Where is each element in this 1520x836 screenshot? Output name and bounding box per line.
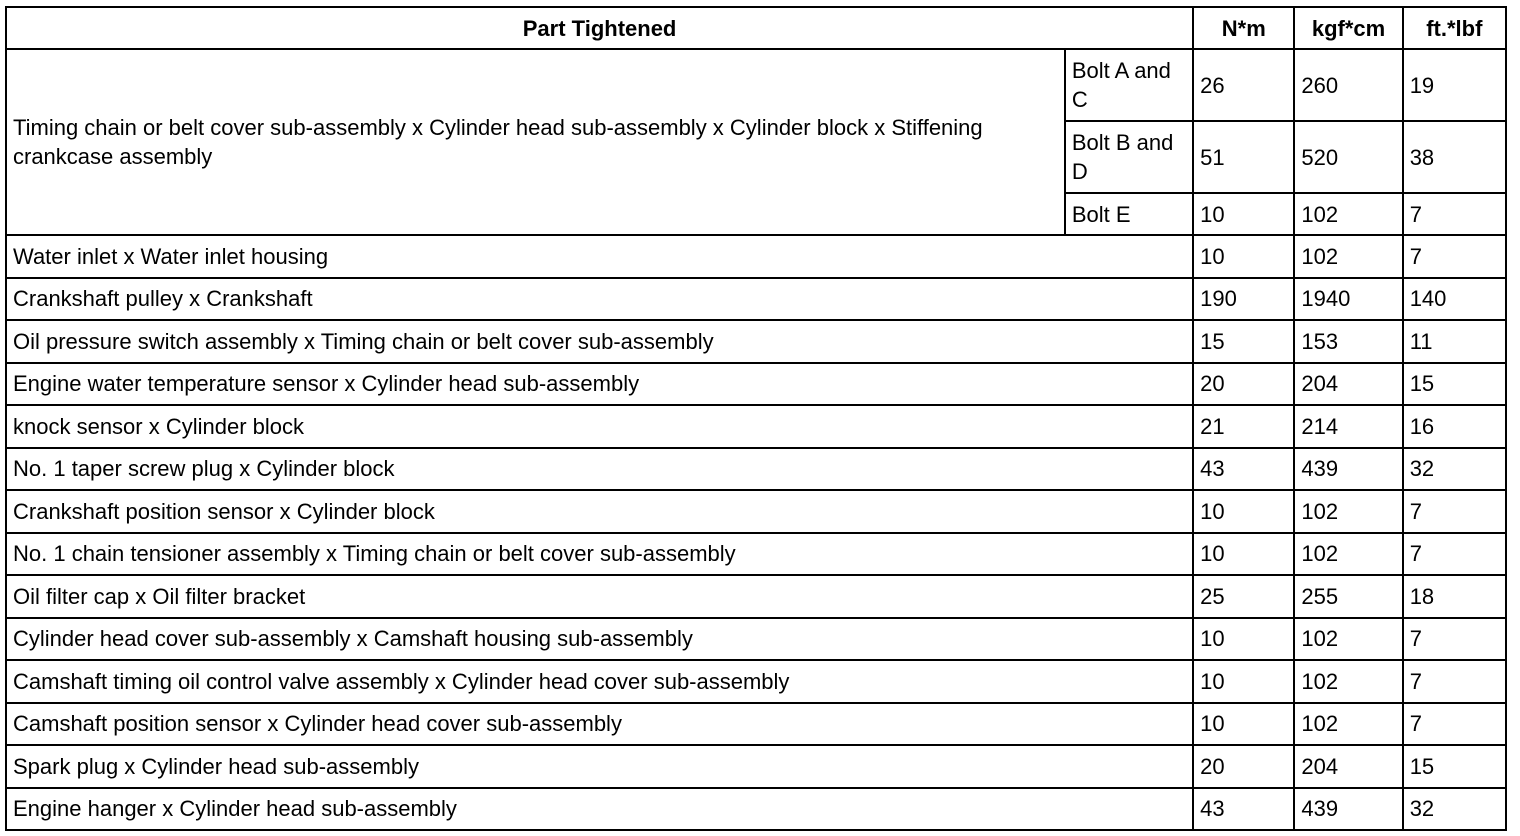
header-part-tightened: Part Tightened (6, 7, 1193, 49)
kgf-cell: 102 (1294, 618, 1402, 661)
nm-cell: 190 (1193, 278, 1294, 321)
nm-cell: 43 (1193, 448, 1294, 491)
header-ftlbf: ft.*lbf (1403, 7, 1506, 49)
kgf-cell: 255 (1294, 575, 1402, 618)
ft-cell: 38 (1403, 121, 1506, 193)
nm-cell: 43 (1193, 788, 1294, 831)
nm-cell: 10 (1193, 618, 1294, 661)
kgf-cell: 102 (1294, 703, 1402, 746)
table-row (6, 703, 1506, 746)
ft-cell: 18 (1403, 575, 1506, 618)
table-row (6, 618, 1506, 661)
part-cell: Cylinder head cover sub-assembly x Camshaft housing sub-assembly (6, 618, 1193, 661)
nm-cell: 15 (1193, 320, 1294, 363)
kgf-cell: 439 (1294, 448, 1402, 491)
table-row (6, 320, 1506, 363)
ft-cell: 32 (1403, 448, 1506, 491)
nm-cell: 21 (1193, 405, 1294, 448)
table-header-row (6, 7, 1506, 49)
ft-cell: 19 (1403, 49, 1506, 121)
kgf-cell: 102 (1294, 193, 1402, 235)
bolt-cell: Bolt B and D (1065, 121, 1193, 193)
table-row (6, 660, 1506, 703)
table-row (6, 405, 1506, 448)
nm-cell: 25 (1193, 575, 1294, 618)
nm-cell: 10 (1193, 533, 1294, 576)
kgf-cell: 204 (1294, 745, 1402, 788)
ft-cell: 140 (1403, 278, 1506, 321)
part-cell: Oil filter cap x Oil filter bracket (6, 575, 1193, 618)
ft-cell: 15 (1403, 363, 1506, 406)
nm-cell: 10 (1193, 490, 1294, 533)
part-cell: No. 1 chain tensioner assembly x Timing chain or belt cover sub-assembly (6, 533, 1193, 576)
kgf-cell: 102 (1294, 490, 1402, 533)
table-row (6, 235, 1506, 278)
table-row (6, 448, 1506, 491)
table-row (6, 363, 1506, 406)
nm-cell: 10 (1193, 193, 1294, 235)
table-row (6, 533, 1506, 576)
table-row (6, 575, 1506, 618)
ft-cell: 11 (1403, 320, 1506, 363)
table-row (6, 745, 1506, 788)
ft-cell: 7 (1403, 490, 1506, 533)
kgf-cell: 439 (1294, 788, 1402, 831)
part-cell: knock sensor x Cylinder block (6, 405, 1193, 448)
ft-cell: 15 (1403, 745, 1506, 788)
kgf-cell: 153 (1294, 320, 1402, 363)
ft-cell: 7 (1403, 703, 1506, 746)
ft-cell: 7 (1403, 660, 1506, 703)
part-cell: Water inlet x Water inlet housing (6, 235, 1193, 278)
part-cell: Camshaft position sensor x Cylinder head cover sub-assembly (6, 703, 1193, 746)
nm-cell: 10 (1193, 660, 1294, 703)
kgf-cell: 214 (1294, 405, 1402, 448)
ft-cell: 7 (1403, 193, 1506, 235)
kgf-cell: 260 (1294, 49, 1402, 121)
table-row (6, 490, 1506, 533)
header-kgfcm: kgf*cm (1294, 7, 1402, 49)
kgf-cell: 102 (1294, 660, 1402, 703)
ft-cell: 7 (1403, 235, 1506, 278)
kgf-cell: 1940 (1294, 278, 1402, 321)
part-cell: Engine hanger x Cylinder head sub-assembly (6, 788, 1193, 831)
ft-cell: 16 (1403, 405, 1506, 448)
ft-cell: 7 (1403, 533, 1506, 576)
nm-cell: 26 (1193, 49, 1294, 121)
nm-cell: 20 (1193, 745, 1294, 788)
nm-cell: 51 (1193, 121, 1294, 193)
nm-cell: 20 (1193, 363, 1294, 406)
part-cell: Camshaft timing oil control valve assembly x Cylinder head cover sub-assembly (6, 660, 1193, 703)
group-part-cell: Timing chain or belt cover sub-assembly x Cylinder head sub-assembly x Cylinder block x Stiffening crankcase assembly (6, 49, 1065, 235)
part-cell: Crankshaft position sensor x Cylinder block (6, 490, 1193, 533)
kgf-cell: 204 (1294, 363, 1402, 406)
nm-cell: 10 (1193, 703, 1294, 746)
part-cell: Spark plug x Cylinder head sub-assembly (6, 745, 1193, 788)
kgf-cell: 520 (1294, 121, 1402, 193)
header-nm: N*m (1193, 7, 1294, 49)
simple-rows-body (6, 235, 1506, 830)
kgf-cell: 102 (1294, 235, 1402, 278)
part-cell: Crankshaft pulley x Crankshaft (6, 278, 1193, 321)
table-row (6, 788, 1506, 831)
part-cell: Oil pressure switch assembly x Timing chain or belt cover sub-assembly (6, 320, 1193, 363)
part-cell: Engine water temperature sensor x Cylinder head sub-assembly (6, 363, 1193, 406)
bolt-cell: Bolt E (1065, 193, 1193, 235)
table-row (6, 278, 1506, 321)
ft-cell: 32 (1403, 788, 1506, 831)
table-row-group-1 (6, 49, 1506, 121)
part-cell: No. 1 taper screw plug x Cylinder block (6, 448, 1193, 491)
kgf-cell: 102 (1294, 533, 1402, 576)
torque-table (5, 6, 1507, 831)
bolt-cell: Bolt A and C (1065, 49, 1193, 121)
nm-cell: 10 (1193, 235, 1294, 278)
ft-cell: 7 (1403, 618, 1506, 661)
